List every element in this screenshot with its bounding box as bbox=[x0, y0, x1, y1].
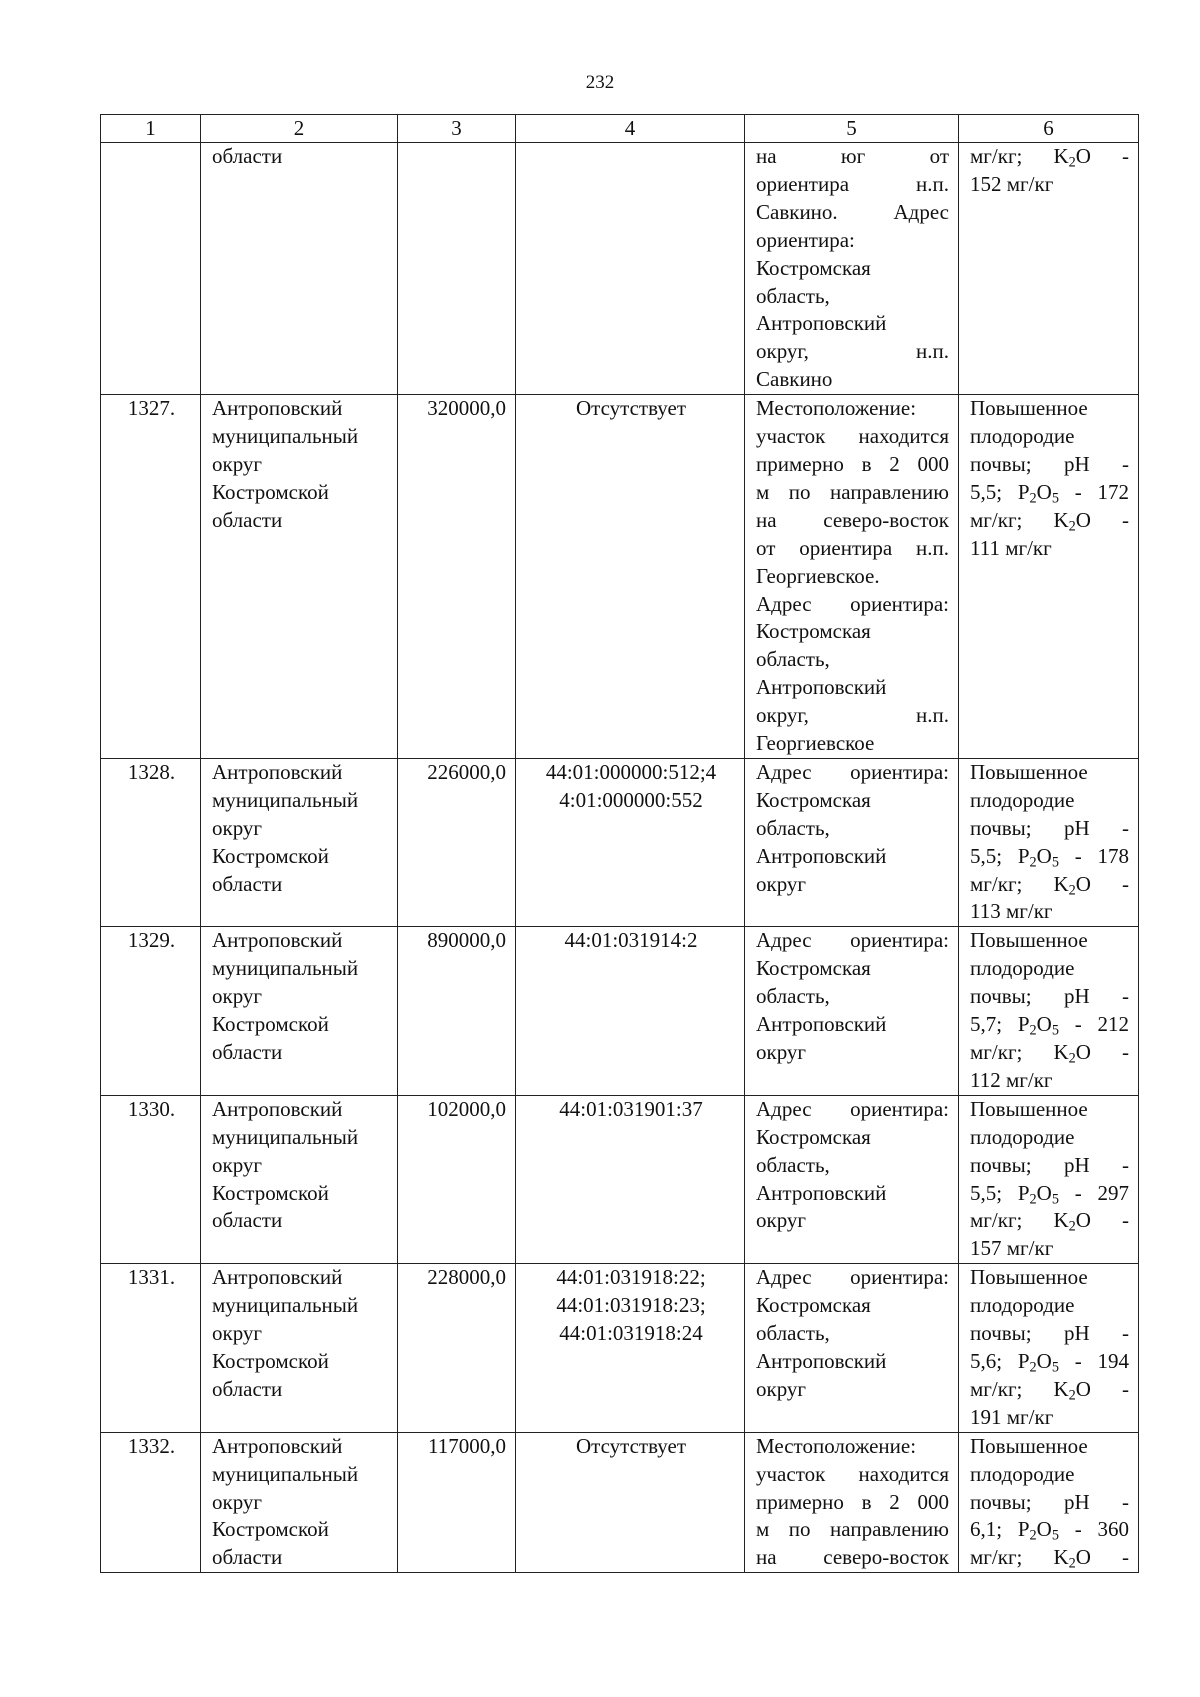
fertility-text: Повышенное bbox=[970, 928, 1088, 953]
area-cell bbox=[398, 927, 516, 1095]
fertility-text: мг/кг; K bbox=[970, 1376, 1069, 1401]
formula-subscript: 2 bbox=[1068, 1387, 1076, 1404]
municipality-line: области bbox=[212, 1208, 283, 1233]
fertility-line bbox=[970, 1067, 1129, 1095]
location-line: м по направлению bbox=[756, 479, 949, 504]
location-line: примерно в 2 000 bbox=[756, 451, 949, 476]
location-line: на северо-восток bbox=[756, 507, 949, 532]
fertility-line bbox=[970, 143, 1129, 171]
location-line: Георгиевское. bbox=[756, 563, 880, 588]
fertility-text: почвы; pH - bbox=[970, 451, 1129, 476]
fertility-line bbox=[970, 1264, 1129, 1292]
formula-subscript: 2 bbox=[1068, 154, 1076, 171]
fertility-line bbox=[970, 1124, 1129, 1152]
fertility-text: - 360 bbox=[1058, 1517, 1129, 1542]
fertility-text: Повышенное bbox=[970, 1265, 1088, 1290]
cadastral-number: Отсутствует bbox=[576, 1433, 686, 1458]
cadastral-number: 44:01:031901:37 bbox=[559, 1096, 703, 1121]
row-number-cell bbox=[101, 1432, 201, 1573]
location-line: м по направлению bbox=[756, 1517, 949, 1542]
column-header: 5 bbox=[745, 115, 959, 143]
fertility-text: O bbox=[1036, 843, 1052, 868]
cadastral-number-cell bbox=[516, 1432, 745, 1573]
location-line: Адрес ориентира: bbox=[756, 928, 949, 953]
fertility-text: 157 мг/кг bbox=[970, 1236, 1054, 1261]
formula-subscript: 2 bbox=[1029, 490, 1037, 507]
fertility-text: 6,1; P bbox=[970, 1517, 1030, 1542]
fertility-text: плодородие bbox=[970, 956, 1075, 981]
cadastral-number-cell bbox=[516, 395, 745, 759]
row-number-cell bbox=[101, 395, 201, 759]
fertility-text: 113 мг/кг bbox=[970, 899, 1053, 924]
municipality-line: муниципальный bbox=[212, 1293, 359, 1318]
location-line: область, bbox=[756, 647, 830, 672]
fertility-line bbox=[970, 927, 1129, 955]
municipality-line: муниципальный bbox=[212, 1124, 359, 1149]
location-line: Савкино bbox=[756, 367, 833, 392]
table-row bbox=[101, 1432, 1139, 1573]
location-line: Адрес ориентира: bbox=[756, 1096, 949, 1121]
soil-fertility-cell bbox=[959, 1264, 1139, 1432]
location-line: Адрес ориентира: bbox=[756, 591, 949, 616]
fertility-text: O - bbox=[1075, 507, 1129, 532]
area-cell bbox=[398, 1095, 516, 1263]
cadastral-number-cell bbox=[516, 1095, 745, 1263]
fertility-line bbox=[970, 1404, 1129, 1432]
fertility-line bbox=[970, 787, 1129, 815]
location-line: участок находится bbox=[756, 424, 949, 449]
cadastral-number: 44:01:031918:24 bbox=[559, 1321, 703, 1346]
table-row bbox=[101, 395, 1139, 759]
cadastral-number-cell bbox=[516, 1264, 745, 1432]
fertility-text: O bbox=[1036, 1180, 1052, 1205]
fertility-line bbox=[970, 423, 1129, 451]
fertility-text: Повышенное bbox=[970, 1096, 1088, 1121]
fertility-line bbox=[970, 983, 1129, 1011]
fertility-line bbox=[970, 1544, 1129, 1572]
column-header: 4 bbox=[516, 115, 745, 143]
plot-area: 320000,0 bbox=[427, 396, 506, 421]
fertility-line bbox=[970, 479, 1129, 507]
fertility-text: плодородие bbox=[970, 1461, 1075, 1486]
column-header: 1 bbox=[101, 115, 201, 143]
fertility-text: O - bbox=[1075, 1376, 1129, 1401]
fertility-text: O bbox=[1036, 1348, 1052, 1373]
formula-subscript: 5 bbox=[1051, 1359, 1059, 1376]
municipality-line: округ bbox=[212, 451, 263, 476]
location-line: Костромская bbox=[756, 1124, 871, 1149]
area-cell bbox=[398, 1264, 516, 1432]
table-row bbox=[101, 927, 1139, 1095]
formula-subscript: 2 bbox=[1029, 1359, 1037, 1376]
municipality-cell bbox=[201, 395, 398, 759]
location-line: на северо-восток bbox=[756, 1545, 949, 1570]
municipality-line: области bbox=[212, 1545, 283, 1570]
municipality-line: муниципальный bbox=[212, 787, 359, 812]
municipality-line: муниципальный bbox=[212, 956, 359, 981]
column-header: 2 bbox=[201, 115, 398, 143]
fertility-text: O bbox=[1036, 1517, 1052, 1542]
fertility-line bbox=[970, 1376, 1129, 1404]
location-line: ориентира: bbox=[756, 227, 855, 252]
row-number: 1329. bbox=[127, 928, 176, 953]
location-line: область, bbox=[756, 815, 830, 840]
fertility-text: почвы; pH - bbox=[970, 815, 1129, 840]
fertility-line bbox=[970, 1292, 1129, 1320]
location-line: Костромская bbox=[756, 255, 871, 280]
municipality-line: области bbox=[212, 871, 283, 896]
fertility-text: Повышенное bbox=[970, 1433, 1088, 1458]
soil-fertility-cell bbox=[959, 758, 1139, 926]
location-line: Костромская bbox=[756, 956, 871, 981]
location-line: округ, н.п. bbox=[756, 339, 949, 364]
location-line: ориентира н.п. bbox=[756, 171, 949, 196]
page-number: 232 bbox=[585, 72, 615, 93]
location-line: Костромская bbox=[756, 787, 871, 812]
cadastral-number: 44:01:031914:2 bbox=[564, 928, 698, 953]
fertility-text: O - bbox=[1075, 1040, 1129, 1064]
soil-fertility-cell bbox=[959, 1095, 1139, 1263]
fertility-line bbox=[970, 1461, 1129, 1489]
municipality-line: Костромской bbox=[212, 479, 329, 504]
fertility-text: - 212 bbox=[1058, 1012, 1129, 1037]
location-line: Антроповский bbox=[756, 1180, 887, 1205]
cadastral-number: 44:01:031918:22; bbox=[556, 1265, 706, 1290]
formula-subscript: 2 bbox=[1068, 1219, 1076, 1235]
municipality-line: Антроповский bbox=[212, 396, 343, 421]
formula-subscript: 2 bbox=[1029, 1191, 1037, 1208]
fertility-text: 191 мг/кг bbox=[970, 1404, 1054, 1429]
municipality-cell bbox=[201, 1264, 398, 1432]
location-line: Антроповский bbox=[756, 675, 887, 700]
cadastral-number-cell bbox=[516, 143, 745, 395]
location-line: округ bbox=[756, 1208, 807, 1233]
location-cell bbox=[745, 927, 959, 1095]
fertility-text: O bbox=[1036, 1012, 1052, 1037]
soil-fertility-cell bbox=[959, 395, 1139, 759]
location-cell bbox=[745, 395, 959, 759]
municipality-line: Костромской bbox=[212, 1012, 329, 1037]
municipality-cell bbox=[201, 758, 398, 926]
row-number: 1327. bbox=[127, 396, 176, 421]
table-body bbox=[101, 143, 1139, 1573]
row-number: 1330. bbox=[127, 1096, 176, 1121]
fertility-text: мг/кг; K bbox=[970, 1040, 1069, 1064]
municipality-line: муниципальный bbox=[212, 424, 359, 449]
fertility-text: плодородие bbox=[970, 424, 1075, 449]
fertility-line bbox=[970, 1348, 1129, 1376]
area-cell bbox=[398, 395, 516, 759]
cadastral-number: 44:01:000000:512;4 bbox=[545, 759, 717, 784]
fertility-line bbox=[970, 1152, 1129, 1180]
fertility-line bbox=[970, 1207, 1129, 1235]
row-number: 1331. bbox=[127, 1265, 176, 1290]
municipality-cell bbox=[201, 143, 398, 395]
location-line: Антроповский bbox=[756, 311, 887, 336]
formula-subscript: 2 bbox=[1068, 1050, 1076, 1067]
municipality-line: Костромской bbox=[212, 1348, 329, 1373]
fertility-line bbox=[970, 535, 1129, 563]
table-row bbox=[101, 1095, 1139, 1263]
fertility-text: мг/кг; K bbox=[970, 1208, 1069, 1233]
location-line: Адрес ориентира: bbox=[756, 1265, 949, 1290]
fertility-text: Повышенное bbox=[970, 759, 1088, 784]
municipality-line: муниципальный bbox=[212, 1461, 359, 1486]
location-line: Георгиевское bbox=[756, 731, 875, 756]
fertility-line bbox=[970, 898, 1129, 926]
soil-fertility-cell bbox=[959, 927, 1139, 1095]
formula-subscript: 5 bbox=[1051, 1527, 1059, 1544]
formula-subscript: 2 bbox=[1029, 1527, 1037, 1544]
location-line: участок находится bbox=[756, 1461, 949, 1486]
fertility-line bbox=[970, 1011, 1129, 1039]
plot-area: 890000,0 bbox=[427, 928, 506, 953]
fertility-line bbox=[970, 1096, 1129, 1124]
fertility-text: O - bbox=[1075, 144, 1129, 168]
plot-area: 117000,0 bbox=[428, 1433, 506, 1458]
municipality-line: округ bbox=[212, 1152, 263, 1177]
fertility-text: мг/кг; K bbox=[970, 871, 1069, 896]
fertility-text: почвы; pH - bbox=[970, 984, 1129, 1009]
area-cell bbox=[398, 143, 516, 395]
fertility-line bbox=[970, 451, 1129, 479]
area-cell bbox=[398, 758, 516, 926]
row-number-cell bbox=[101, 143, 201, 395]
municipality-line: округ bbox=[212, 984, 263, 1009]
fertility-text: - 178 bbox=[1058, 843, 1129, 868]
fertility-line bbox=[970, 395, 1129, 423]
fertility-line bbox=[970, 871, 1129, 899]
municipality-line: области bbox=[212, 1376, 283, 1401]
fertility-line bbox=[970, 1180, 1129, 1208]
location-line: примерно в 2 000 bbox=[756, 1489, 949, 1514]
fertility-text: 5,5; P bbox=[970, 479, 1030, 504]
fertility-line bbox=[970, 815, 1129, 843]
fertility-text: плодородие bbox=[970, 1293, 1075, 1318]
fertility-text: мг/кг; K bbox=[970, 507, 1069, 532]
fertility-text: 112 мг/кг bbox=[970, 1067, 1053, 1092]
formula-subscript: 2 bbox=[1068, 518, 1076, 535]
column-header: 6 bbox=[959, 115, 1139, 143]
location-line: Савкино. Адрес bbox=[756, 199, 949, 224]
location-line: Костромская bbox=[756, 1293, 871, 1318]
fertility-text: 152 мг/кг bbox=[970, 171, 1054, 196]
municipality-line: округ bbox=[212, 1321, 263, 1346]
location-line: округ bbox=[756, 871, 807, 896]
formula-subscript: 5 bbox=[1051, 490, 1059, 507]
municipality-line: округ bbox=[212, 815, 263, 840]
location-line: округ bbox=[756, 1376, 807, 1401]
fertility-text: 111 мг/кг bbox=[970, 535, 1052, 560]
municipality-line: округ bbox=[212, 1489, 263, 1514]
municipality-line: Костромской bbox=[212, 843, 329, 868]
fertility-text: 5,7; P bbox=[970, 1012, 1030, 1037]
plot-area: 228000,0 bbox=[427, 1265, 506, 1290]
fertility-text: мг/кг; K bbox=[970, 144, 1069, 168]
cadastral-number-cell bbox=[516, 927, 745, 1095]
fertility-text: - 297 bbox=[1058, 1180, 1129, 1205]
formula-subscript: 2 bbox=[1029, 854, 1037, 871]
formula-subscript: 5 bbox=[1051, 1191, 1059, 1208]
fertility-text: O - bbox=[1075, 871, 1129, 896]
location-line: Местоположение: bbox=[756, 1433, 917, 1458]
column-number-header-row bbox=[101, 115, 1139, 143]
fertility-text: O bbox=[1036, 479, 1052, 504]
municipality-line: Антроповский bbox=[212, 759, 343, 784]
municipality-line: Антроповский bbox=[212, 1433, 343, 1458]
fertility-text: Повышенное bbox=[970, 396, 1088, 421]
municipality-line: области bbox=[212, 144, 283, 168]
fertility-text: - 172 bbox=[1058, 479, 1129, 504]
location-cell bbox=[745, 758, 959, 926]
plot-area: 226000,0 bbox=[427, 759, 506, 784]
fertility-line bbox=[970, 171, 1129, 199]
location-line: округ bbox=[756, 1040, 807, 1064]
location-line: на юг от bbox=[756, 144, 949, 168]
row-number-cell bbox=[101, 1264, 201, 1432]
location-cell bbox=[745, 143, 959, 395]
fertility-text: - 194 bbox=[1058, 1348, 1129, 1373]
formula-subscript: 2 bbox=[1068, 1555, 1076, 1572]
fertility-text: 5,5; P bbox=[970, 1180, 1030, 1205]
fertility-text: плодородие bbox=[970, 787, 1075, 812]
formula-subscript: 2 bbox=[1029, 1022, 1037, 1039]
fertility-text: мг/кг; K bbox=[970, 1545, 1069, 1570]
row-number-cell bbox=[101, 927, 201, 1095]
location-line: Костромская bbox=[756, 619, 871, 644]
area-cell bbox=[398, 1432, 516, 1573]
formula-subscript: 5 bbox=[1051, 1022, 1059, 1039]
location-line: область, bbox=[756, 1321, 830, 1346]
fertility-text: почвы; pH - bbox=[970, 1489, 1129, 1514]
municipality-line: Антроповский bbox=[212, 1096, 343, 1121]
municipality-cell bbox=[201, 1432, 398, 1573]
municipality-line: Антроповский bbox=[212, 928, 343, 953]
municipality-cell bbox=[201, 927, 398, 1095]
municipality-line: области bbox=[212, 1040, 283, 1064]
municipality-cell bbox=[201, 1095, 398, 1263]
location-line: Местоположение: bbox=[756, 396, 917, 421]
cadastral-number: 4:01:000000:552 bbox=[559, 787, 703, 812]
fertility-line bbox=[970, 843, 1129, 871]
location-line: область, bbox=[756, 283, 830, 308]
formula-subscript: 2 bbox=[1068, 882, 1076, 899]
table-row bbox=[101, 758, 1139, 926]
fertility-line bbox=[970, 955, 1129, 983]
fertility-text: почвы; pH - bbox=[970, 1152, 1129, 1177]
location-line: область, bbox=[756, 1152, 830, 1177]
location-cell bbox=[745, 1264, 959, 1432]
table-row bbox=[101, 1264, 1139, 1432]
municipality-line: Антроповский bbox=[212, 1265, 343, 1290]
row-number: 1332. bbox=[127, 1433, 176, 1458]
row-number-cell bbox=[101, 1095, 201, 1263]
location-line: Антроповский bbox=[756, 843, 887, 868]
location-line: область, bbox=[756, 984, 830, 1009]
soil-fertility-cell bbox=[959, 1432, 1139, 1573]
row-number: 1328. bbox=[127, 759, 176, 784]
fertility-text: плодородие bbox=[970, 1124, 1075, 1149]
table-row bbox=[101, 143, 1139, 395]
location-line: Адрес ориентира: bbox=[756, 759, 949, 784]
formula-subscript: 5 bbox=[1051, 854, 1059, 871]
land-plot-table bbox=[100, 114, 1139, 1573]
fertility-line bbox=[970, 507, 1129, 535]
fertility-line bbox=[970, 1039, 1129, 1067]
soil-fertility-cell bbox=[959, 143, 1139, 395]
municipality-line: области bbox=[212, 507, 283, 532]
row-number-cell bbox=[101, 758, 201, 926]
column-header: 3 bbox=[398, 115, 516, 143]
cadastral-number-cell bbox=[516, 758, 745, 926]
cadastral-number: 44:01:031918:23; bbox=[556, 1293, 706, 1318]
fertility-line bbox=[970, 1320, 1129, 1348]
fertility-line bbox=[970, 1516, 1129, 1544]
location-cell bbox=[745, 1095, 959, 1263]
fertility-text: 5,5; P bbox=[970, 843, 1030, 868]
location-line: от ориентира н.п. bbox=[756, 535, 949, 560]
fertility-line bbox=[970, 1433, 1129, 1461]
fertility-line bbox=[970, 1489, 1129, 1517]
municipality-line: Костромской bbox=[212, 1517, 329, 1542]
fertility-line bbox=[970, 759, 1129, 787]
location-line: округ, н.п. bbox=[756, 703, 949, 728]
fertility-text: 5,6; P bbox=[970, 1348, 1030, 1373]
fertility-text: почвы; pH - bbox=[970, 1321, 1129, 1346]
location-cell bbox=[745, 1432, 959, 1573]
location-line: Антроповский bbox=[756, 1012, 887, 1037]
plot-area: 102000,0 bbox=[427, 1096, 506, 1121]
fertility-text: O - bbox=[1075, 1208, 1129, 1233]
location-line: Антроповский bbox=[756, 1348, 887, 1373]
cadastral-number: Отсутствует bbox=[576, 396, 686, 421]
municipality-line: Костромской bbox=[212, 1180, 329, 1205]
fertility-line bbox=[970, 1235, 1129, 1263]
fertility-text: O - bbox=[1075, 1545, 1129, 1570]
